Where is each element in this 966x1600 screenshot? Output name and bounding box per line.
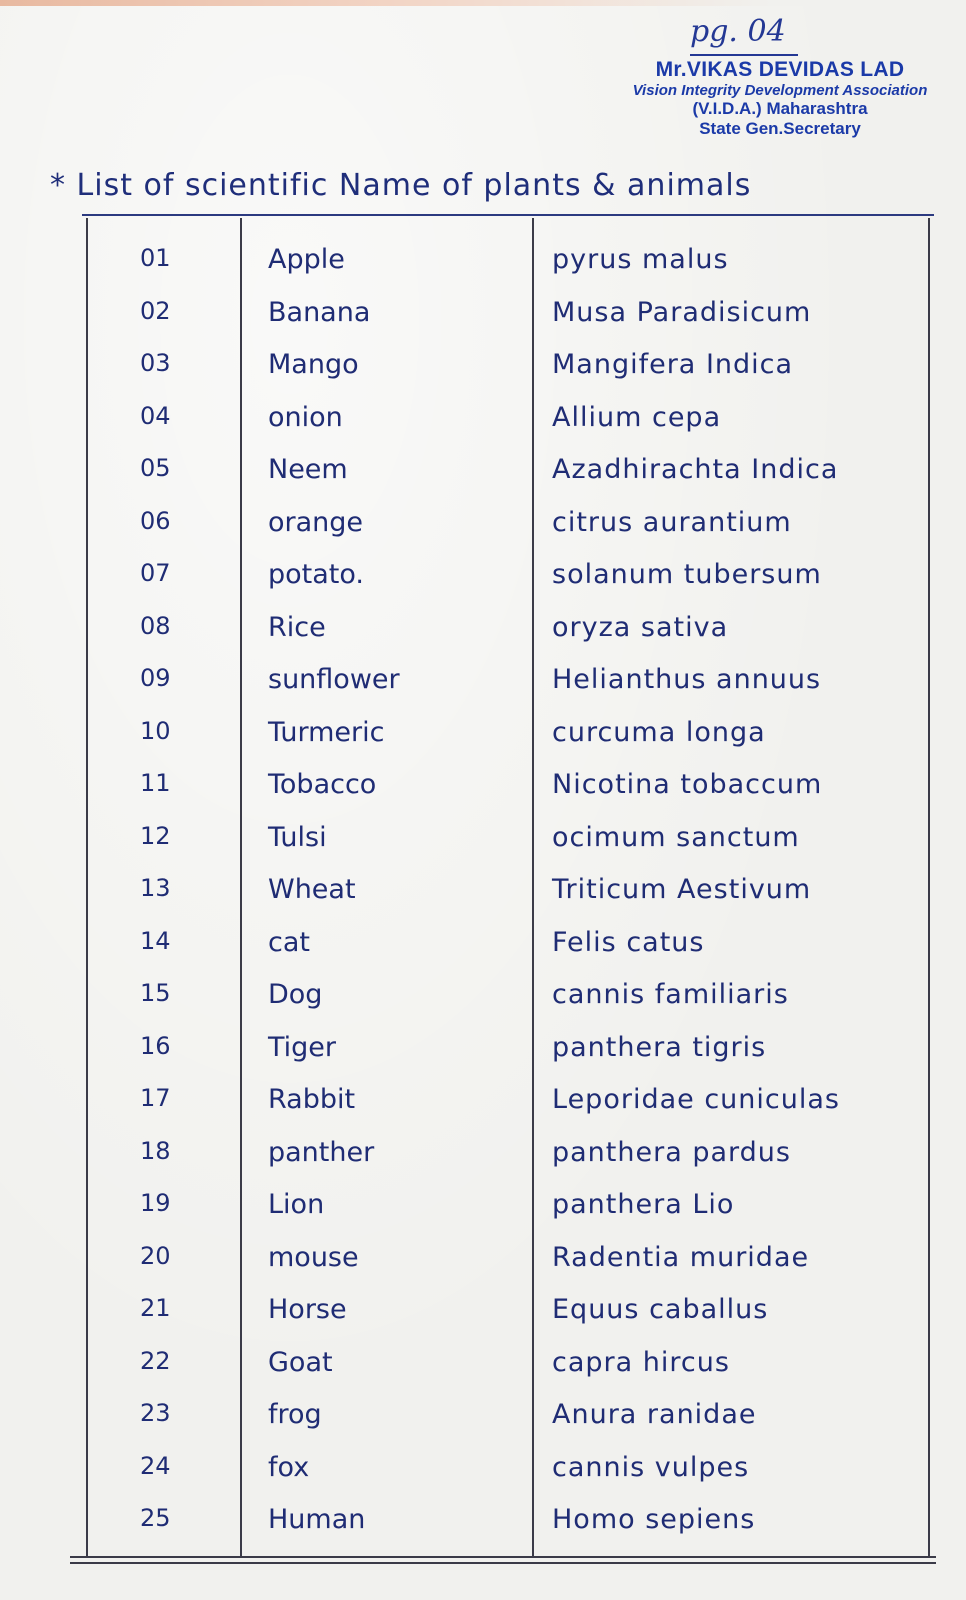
stamp-role: State Gen.Secretary bbox=[699, 119, 861, 138]
table-row bbox=[0, 1084, 966, 1134]
scientific-name: Leporidae cuniculas bbox=[552, 1084, 840, 1115]
table-row bbox=[0, 1137, 966, 1187]
row-number: 23 bbox=[140, 1399, 171, 1427]
table-row bbox=[0, 927, 966, 977]
common-name: onion bbox=[268, 401, 343, 433]
row-number: 15 bbox=[140, 979, 171, 1007]
common-name: mouse bbox=[268, 1241, 359, 1273]
common-name: Human bbox=[268, 1504, 366, 1535]
scientific-name: Helianthus annuus bbox=[552, 664, 822, 695]
row-number: 25 bbox=[140, 1504, 171, 1532]
common-name: potato. bbox=[268, 559, 365, 590]
scientific-name: ocimum sanctum bbox=[552, 821, 800, 853]
table-row bbox=[0, 979, 966, 1029]
scientific-name: panthera tigris bbox=[552, 1031, 767, 1063]
table-row bbox=[0, 769, 966, 819]
scientific-name: capra hircus bbox=[552, 1346, 730, 1378]
common-name: Banana bbox=[268, 296, 371, 328]
scientific-name: cannis familiaris bbox=[552, 979, 789, 1010]
table-row bbox=[0, 612, 966, 662]
scientific-name: Allium cepa bbox=[552, 401, 722, 433]
scientific-name: solanum tubersum bbox=[552, 559, 822, 590]
row-number: 24 bbox=[140, 1451, 171, 1480]
table-row bbox=[0, 297, 966, 347]
common-name: Rabbit bbox=[268, 1084, 356, 1115]
table-row bbox=[0, 559, 966, 609]
heading-underline bbox=[82, 214, 934, 216]
row-number: 07 bbox=[140, 559, 171, 587]
common-name: Tobacco bbox=[268, 769, 377, 800]
row-number: 09 bbox=[140, 664, 171, 692]
row-number: 12 bbox=[140, 821, 171, 850]
common-name: Neem bbox=[268, 454, 348, 485]
scientific-name: Musa Paradisicum bbox=[552, 296, 812, 328]
common-name: frog bbox=[268, 1399, 322, 1430]
row-number: 03 bbox=[140, 349, 171, 377]
scientific-name: oryza sativa bbox=[552, 611, 729, 643]
row-number: 13 bbox=[140, 874, 171, 902]
row-number: 19 bbox=[140, 1189, 171, 1217]
common-name: Turmeric bbox=[268, 716, 385, 748]
row-number: 08 bbox=[140, 611, 171, 640]
author-stamp bbox=[600, 58, 960, 139]
row-number: 20 bbox=[140, 1241, 171, 1270]
scientific-name: Homo sepiens bbox=[552, 1504, 756, 1535]
common-name: Goat bbox=[268, 1346, 333, 1378]
table-row bbox=[0, 1242, 966, 1292]
scientific-name: panthera pardus bbox=[552, 1136, 791, 1168]
scientific-name: Nicotina tobaccum bbox=[552, 769, 823, 800]
scientific-name: Felis catus bbox=[552, 926, 705, 958]
table-row bbox=[0, 1504, 966, 1554]
table-row bbox=[0, 717, 966, 767]
row-number: 16 bbox=[140, 1031, 171, 1060]
table-row bbox=[0, 822, 966, 872]
row-number: 06 bbox=[140, 506, 171, 535]
common-name: panther bbox=[268, 1136, 375, 1168]
table-row bbox=[0, 1032, 966, 1082]
table-row bbox=[0, 1347, 966, 1397]
table-row bbox=[0, 244, 966, 294]
row-number: 10 bbox=[140, 716, 171, 745]
common-name: cat bbox=[268, 926, 310, 958]
scientific-name: pyrus malus bbox=[552, 244, 729, 275]
table-row bbox=[0, 1452, 966, 1502]
page-number: pg. 04 bbox=[690, 14, 786, 49]
stamp-organization: Vision Integrity Development Association bbox=[632, 82, 928, 99]
row-number: 01 bbox=[140, 244, 171, 272]
common-name: Tiger bbox=[268, 1031, 337, 1063]
scientific-name: Radentia muridae bbox=[552, 1241, 810, 1273]
table-bottom-border bbox=[70, 1556, 936, 1558]
table-row bbox=[0, 349, 966, 399]
common-name: Dog bbox=[268, 979, 323, 1010]
row-number: 21 bbox=[140, 1294, 171, 1322]
list-heading: * List of scientific Name of plants & animals bbox=[50, 168, 752, 203]
scientific-name: curcuma longa bbox=[552, 716, 766, 748]
table-row bbox=[0, 874, 966, 924]
table-row bbox=[0, 454, 966, 504]
common-name: orange bbox=[268, 506, 364, 538]
table-row bbox=[0, 402, 966, 452]
row-number: 18 bbox=[140, 1136, 171, 1165]
common-name: Rice bbox=[268, 611, 326, 643]
common-name: fox bbox=[268, 1451, 310, 1483]
common-name: Horse bbox=[268, 1294, 347, 1325]
common-name: Tulsi bbox=[268, 821, 327, 853]
table-row bbox=[0, 507, 966, 557]
table-bottom-border-double bbox=[70, 1562, 936, 1564]
scientific-name: Mangifera Indica bbox=[552, 349, 794, 380]
page-number-underline bbox=[690, 54, 798, 56]
scientific-name: panthera Lio bbox=[552, 1189, 735, 1220]
scientific-name: Triticum Aestivum bbox=[552, 874, 812, 905]
stamp-name: Mr.VIKAS DEVIDAS LAD bbox=[655, 58, 905, 81]
scientific-name: citrus aurantium bbox=[552, 506, 792, 538]
row-number: 14 bbox=[140, 926, 171, 955]
row-number: 11 bbox=[140, 769, 171, 797]
scientific-name: Equus caballus bbox=[552, 1294, 769, 1325]
row-number: 04 bbox=[140, 401, 171, 430]
table-row bbox=[0, 1294, 966, 1344]
scientific-name: Anura ranidae bbox=[552, 1399, 757, 1430]
table-row bbox=[0, 664, 966, 714]
common-name: sunflower bbox=[268, 664, 400, 695]
table-row bbox=[0, 1189, 966, 1239]
row-number: 02 bbox=[140, 296, 171, 325]
common-name: Mango bbox=[268, 349, 359, 380]
common-name: Lion bbox=[268, 1189, 325, 1220]
row-number: 05 bbox=[140, 454, 171, 482]
scientific-name: Azadhirachta Indica bbox=[552, 454, 839, 485]
page-top-edge bbox=[0, 0, 966, 6]
common-name: Apple bbox=[268, 244, 345, 275]
common-name: Wheat bbox=[268, 874, 356, 905]
row-number: 22 bbox=[140, 1346, 171, 1375]
row-number: 17 bbox=[140, 1084, 171, 1112]
table-row bbox=[0, 1399, 966, 1449]
scientific-name: cannis vulpes bbox=[552, 1451, 750, 1483]
stamp-short-name: (V.I.D.A.) Maharashtra bbox=[692, 99, 868, 118]
